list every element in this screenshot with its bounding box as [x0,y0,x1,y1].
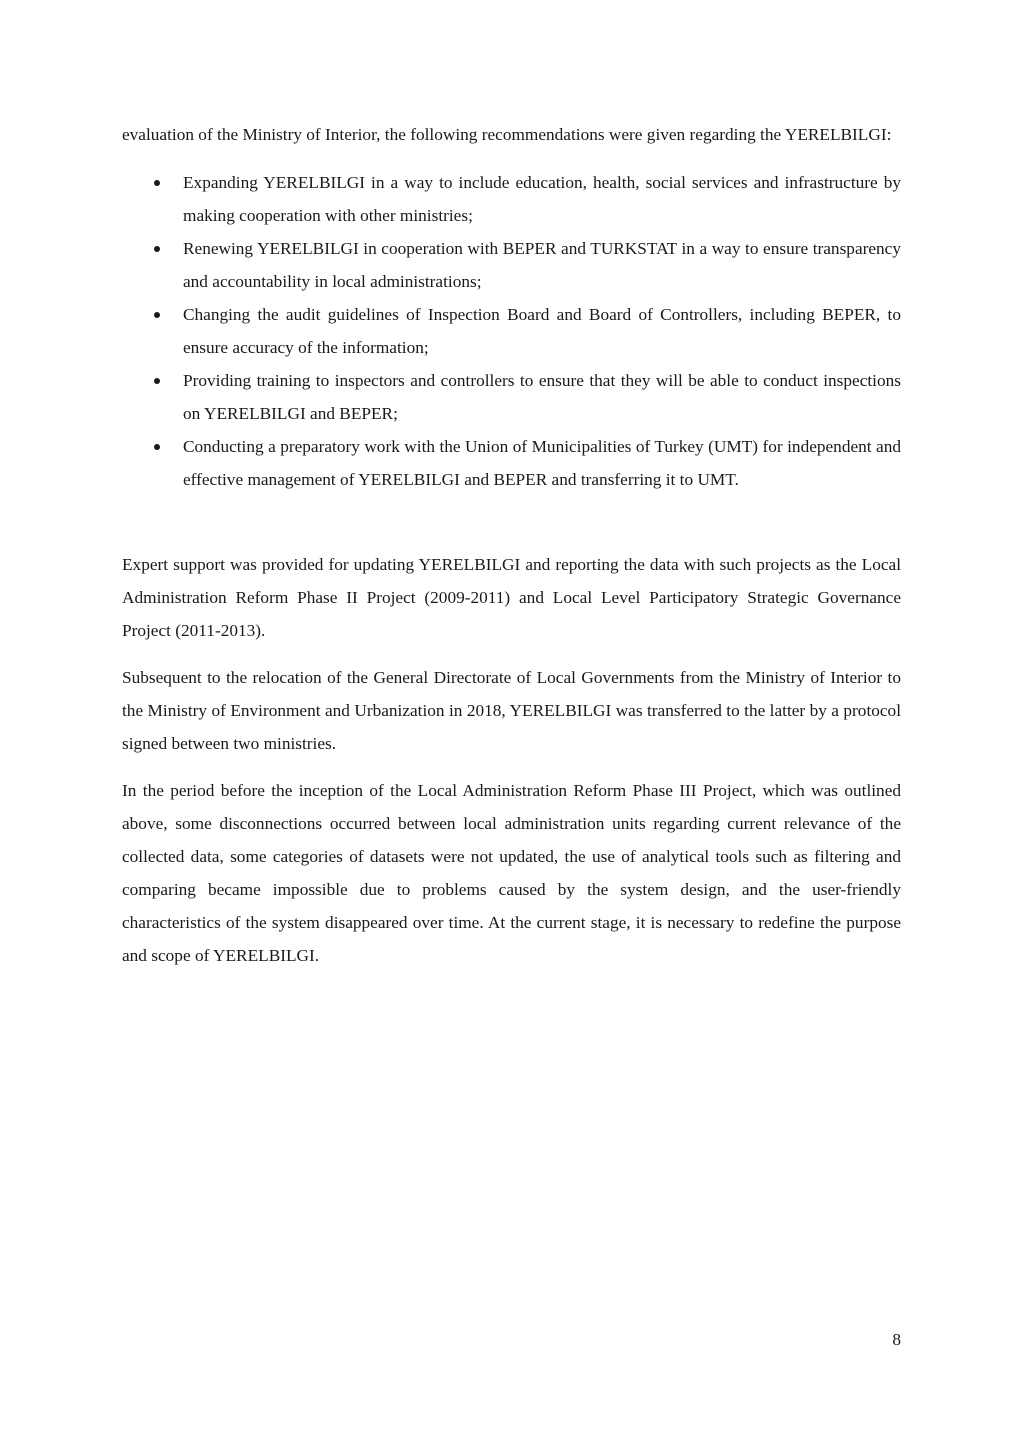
list-item [122,166,901,232]
body-paragraph-relocation: Subsequent to the relocation of the General Directorate of Local Governments from the Ministry of Interior to the Ministry of Environment and Urbanization in 2018, YERELBILGI was transferred to the latter by a protocol signed between two ministries. [122,668,901,753]
list-item [122,430,901,496]
list-item-text: Changing the audit guidelines of Inspection Board and Board of Controllers, including BEPER, to ensure accuracy of the information; [183,305,901,357]
body-paragraph-phase-three: In the period before the inception of the Local Administration Reform Phase III Project, which was outlined above, some disconnections occurred between local administration units regarding current relevance of the collected data, some categories of datasets were not updated, the use of analytical tools such as filtering and comparing became impossible due to problems caused by the system design, and the user-friendly characteristics of the system disappeared over time. At the current stage, it is necessary to redefine the purpose and scope of YERELBILGI. [122,781,901,965]
bullet-icon [154,246,160,252]
list-item-text: Renewing YERELBILGI in cooperation with BEPER and TURKSTAT in a way to ensure transparency and accountability in local administrations; [183,239,901,291]
bullet-icon [154,444,160,450]
list-item-text: Conducting a preparatory work with the Union of Municipalities of Turkey (UMT) for independent and effective management of YERELBILGI and BEPER and transferring it to UMT. [183,437,901,489]
list-item-text: Expanding YERELBILGI in a way to include education, health, social services and infrastructure by making cooperation with other ministries; [183,173,901,225]
list-item [122,298,901,364]
bullet-icon [154,378,160,384]
list-item [122,232,901,298]
page-number: 8 [892,1330,901,1349]
recommendations-list [122,166,901,496]
bullet-icon [154,312,160,318]
list-item [122,364,901,430]
list-item-text: Providing training to inspectors and controllers to ensure that they will be able to conduct inspections on YERELBILGI and BEPER; [183,371,901,423]
body-paragraph-expert-support: Expert support was provided for updating YERELBILGI and reporting the data with such projects as the Local Administration Reform Phase II Project (2009-2011) and Local Level Participatory Strategic Governance Project (2011-2013). [122,555,901,640]
page-content [122,118,901,972]
intro-paragraph: evaluation of the Ministry of Interior, the following recommendations were given regarding the YERELBILGI: [122,125,892,144]
bullet-icon [154,180,160,186]
